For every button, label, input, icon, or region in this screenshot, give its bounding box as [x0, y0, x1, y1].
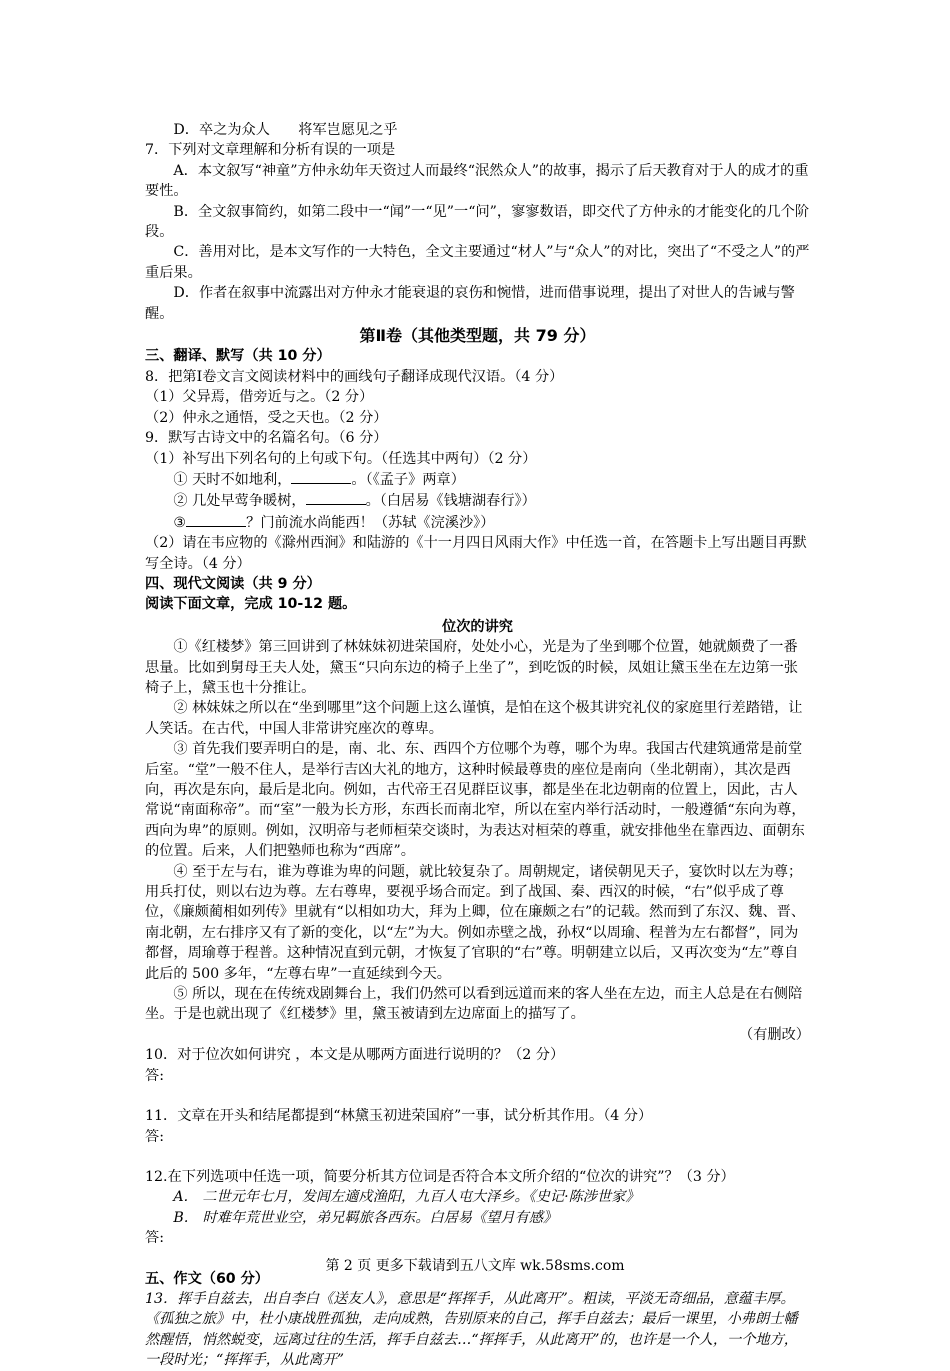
q8-item-1: （1）父异焉，借旁近与之。（2 分）: [145, 389, 374, 406]
edit-note: （有删改）: [739, 1026, 810, 1043]
section-4-intro: 阅读下面文章，完成 10-12 题。: [145, 596, 357, 613]
section-5-heading: 五、作文（60 分）: [145, 1270, 269, 1287]
q9-blank-1: [145, 469, 810, 490]
answer-blank[interactable]: [186, 512, 246, 527]
q9-blank-3-suffix: ？门前流水尚能西！（苏轼《浣溪沙》）: [246, 514, 495, 531]
article-paragraph-5: ⑤ 所以，现在在传统戏剧舞台上，我们仍然可以看到远道而来的客人坐在左边，而主人总是在右侧陪坐。于是也就出现了《红楼梦》里，黛玉被请到左边席面上的描写了。: [145, 986, 803, 1023]
q7-option-a: A．本文叙写“神童”方仲永幼年天资过人而最终“泯然众人”的故事，揭示了后天教育对于人的成才的重要性。: [145, 162, 809, 200]
article-paragraph-1: ①《红楼梦》第三回讲到了林妹妹初进荣国府，处处小心，光是为了坐到哪个位置，她就颇费了一番思量。比如到舅母王夫人处，黛玉“只向东边的椅子上坐了”，到吃饭的时候，凤姐让黛玉坐在左边第一张椅子上，黛玉也十分推让。: [145, 639, 798, 696]
q9-part-2: （2）请在韦应物的《滁州西涧》和陆游的《十一月四日风雨大作》中任选一首，在答题卡上写出题目再默写全诗。（4 分）: [145, 535, 807, 572]
q12-option-b: B. 时难年荒世业空，弟兄羁旅各西东。白居易《望月有感》: [173, 1209, 558, 1226]
answer-label: 答:: [145, 1128, 164, 1145]
q9-part-1: （1）补写出下列名句的上句或下句。（任选其中两句）（2 分）: [145, 450, 537, 467]
answer-blank[interactable]: [306, 490, 366, 505]
q9-blank-1-prefix: ① 天时不如地利，: [173, 471, 292, 488]
q7-option-d: D．作者在叙事中流露出对方仲永才能衰退的哀伤和惋惜，进而借事说理，提出了对世人的告诫与警醒。: [145, 285, 795, 322]
article-paragraph-4: ④ 至于左与右，谁为尊谁为卑的问题，就比较复杂了。周朝规定，诸侯朝见天子，宴饮时以左为尊；用兵打仗，则以右边为尊。左右尊卑，要视乎场合而定。到了战国、秦、西汉的时候，“右”似乎成了尊位，《廉颇蔺相如列传》里就有“以相如功大，拜为上卿，位在廉颇之右”的记载。然而到了东汉、魏、晋、南北朝，左右排序又有了新的变化，以“左”为大。例如赤壁之战，孙权“以周瑜、程普为左右都督”，同为都督，周瑜尊于程普。这种情况直到元朝，才恢复了官职的“右”尊。明朝建立以后，又再次变为“左”尊自此后的 500 多年，“左尊右卑”一直延续到今天。: [145, 863, 806, 982]
question-10: 10．对于位次如何讲究 ，本文是从哪两方面进行说明的？（2 分）: [145, 1047, 565, 1064]
question-8: 8．把第Ⅰ卷文言文阅读材料中的画线句子翻译成现代汉语。（4 分）: [145, 368, 564, 385]
article-paragraph-2: ② 林妹妹之所以在“坐到哪里”这个问题上这么谨慎，是怕在这个极其讲究礼仪的家庭里行差踏错，让人笑话。在古代，中国人非常讲究座次的尊卑。: [145, 700, 803, 737]
q7-option-c: C．善用对比，是本文写作的一大特色，全文主要通过“材人”与“众人”的对比，突出了“不受之人”的严重后果。: [145, 244, 810, 281]
q9-blank-2: [145, 490, 810, 511]
q9-blank-2-suffix: 。（白居易《钱塘湖春行》）: [365, 493, 536, 510]
section-4-heading: 四、现代文阅读（共 9 分）: [145, 575, 321, 592]
answer-blank[interactable]: [291, 469, 351, 484]
question-12: 12.在下列选项中任选一项，简要分析其方位词是否符合本文所介绍的“位次的讲究”？（3 分）: [145, 1168, 735, 1185]
answer-label: 答:: [145, 1230, 164, 1247]
q9-blank-3-prefix: ③: [173, 514, 187, 531]
section-3-heading: 三、翻译、默写（共 10 分）: [145, 348, 331, 365]
q8-item-2: （2）仲永之通悟，受之天也。（2 分）: [145, 409, 388, 426]
answer-label: 答:: [145, 1067, 164, 1084]
question-7: 7．下列对文章理解和分析有误的一项是: [145, 142, 396, 159]
q9-blank-2-prefix: ② 几处早莺争暖树，: [173, 493, 306, 510]
q9-blank-3: [145, 512, 810, 533]
question-11: 11．文章在开头和结尾都提到“林黛玉初进荣国府”一事，试分析其作用。（4 分）: [145, 1108, 653, 1125]
question-13: 13．挥手自兹去，出自李白《送友人》，意思是“挥挥手，从此离开”。粗读，平淡无奇细品，意蕴丰厚。《孤独之旅》中，杜小康战胜孤独，走向成熟，告别原来的自己，挥手自兹去；最后一课里，小弗朗士幡然醒悟，悄然蜕变，远离过往的生活，挥手自兹去…“挥挥手，从此离开”的，也许是一个人，一个地方，一段时光；“挥挥手，从此离开”: [145, 1290, 798, 1369]
document-page: [145, 120, 810, 1371]
part2-title: 第Ⅱ卷（其他类型题，共 79 分）: [359, 326, 596, 346]
article-title: 位次的讲究: [442, 618, 513, 635]
q9-blank-1-suffix: 。（《孟子》两章）: [351, 471, 465, 488]
q7-option-b: B．全文叙事简约，如第二段中一“闻”一“见”一“问”，寥寥数语，即交代了方仲永的才能变化的几个阶段。: [145, 203, 810, 241]
option-d: D．卒之为众人 将军岂愿见之乎: [173, 122, 398, 138]
q12-option-a: A. 二世元年七月，发闾左適戍渔阳，九百人屯大泽乡。《史记·陈涉世家》: [173, 1189, 640, 1206]
question-9: 9．默写古诗文中的名篇名句。（6 分）: [145, 430, 388, 447]
page-footer: 第 2 页 更多下载请到五八文库 wk.58sms.com: [325, 1258, 625, 1274]
article-paragraph-3: ③ 首先我们要弄明白的是，南、北、东、西四个方位哪个为尊，哪个为卑。我国古代建筑通常是前堂后室。“堂”一般不住人，是举行吉凶大礼的地方，这种时候最尊贵的座位是南向（坐北朝南），其次是西向，再次是东向，最后是北向。例如，古代帝王召见群臣议事，都是坐在北边朝南的位置上，因此，古人常说“南面称帝”。而“室”一般为长方形，东西长而南北窄，所以在室内举行活动时，一般遵循“东向为尊，西向为卑”的原则。例如，汉明帝与老师桓荣交谈时，为表达对桓荣的尊重，就安排他坐在靠西边、面朝东的位置。后来，人们把塾师也称为“西席”。: [145, 741, 806, 860]
